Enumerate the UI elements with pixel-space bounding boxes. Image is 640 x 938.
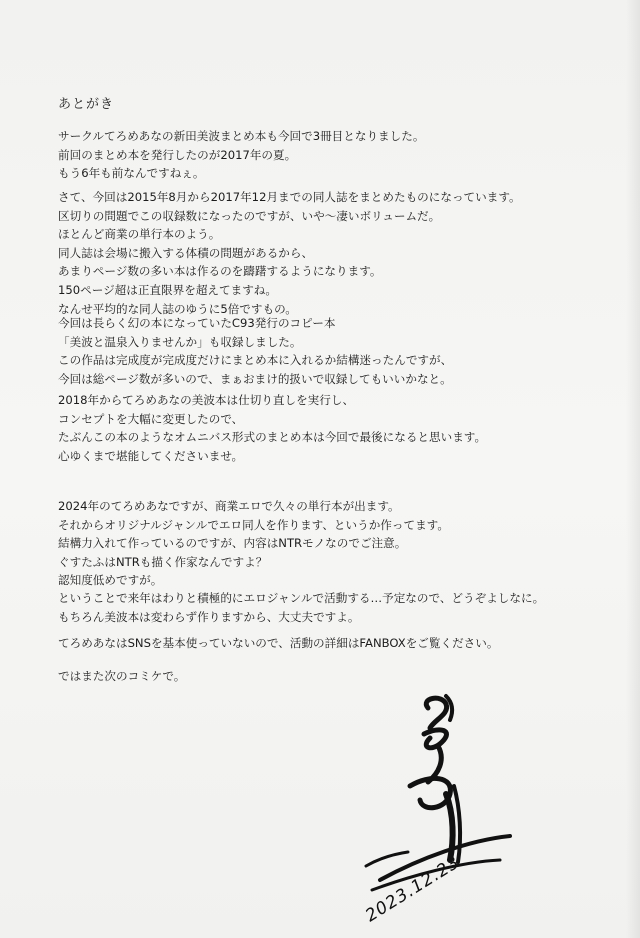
text-line: てろめあなはSNSを基本使っていないので、活動の詳細はFANBOXをご覧ください。 <box>58 636 499 650</box>
text-line: それからオリジナルジャンルでエロ同人を作ります、というか作ってます。 <box>58 517 449 532</box>
text-line: この作品は完成度が完成度だけにまとめ本に入れるか結構迷ったんですが、 <box>58 353 453 368</box>
paragraph-1 <box>58 127 618 183</box>
text-line: 2018年からてろめあなの美波本は仕切り直しを実行し、 <box>58 393 355 407</box>
afterword-heading: あとがき <box>58 97 115 112</box>
paragraph-4 <box>58 391 618 465</box>
text-line: 今回は長らく幻の本になっていたC93発行のコピー本 <box>58 316 336 330</box>
paragraph-8 <box>58 667 618 686</box>
signature-date: 2023.12.23 <box>362 852 464 927</box>
text-line: さて、今回は2015年8月から2017年12月までの同人誌をまとめたものになっています。 <box>58 190 521 204</box>
text-line: サークルてろめあなの新田美波まとめ本も今回で3冊目となりました。 <box>58 129 425 143</box>
handwritten-signature <box>350 690 520 930</box>
paragraph-6 <box>58 589 618 626</box>
text-line: もちろん美波本は変わらず作りますから、大丈夫ですよ。 <box>58 609 360 624</box>
text-line: 今回は総ページ数が多いので、まぁおまけ的扱いで収録してもいいかなと。 <box>58 371 452 386</box>
paragraph-2 <box>58 188 618 318</box>
text-line: 「美波と温泉入りませんか」も収録しました。 <box>58 334 302 349</box>
page-edge-shadow <box>626 0 640 938</box>
text-line: 同人誌は会場に搬入する体積の問題があるから、 <box>58 245 314 260</box>
text-line: ほとんど商業の単行本のよう。 <box>58 227 221 242</box>
text-line: なんせ平均的な同人誌のゆうに5倍ですもの。 <box>58 301 297 316</box>
text-line: たぶんこの本のようなオムニバス形式のまとめ本は今回で最後になると思います。 <box>58 430 487 445</box>
paragraph-7 <box>58 634 618 653</box>
text-line: コンセプトを大幅に変更したので、 <box>58 411 244 426</box>
text-line: 結構力入れて作っているのですが、内容はNTRモノなのでご注意。 <box>58 536 407 551</box>
text-line: 150ページ超は正直限界を超えてますね。 <box>58 282 277 297</box>
text-line: 前回のまとめ本を発行したのが2017年の夏。 <box>58 147 297 162</box>
text-line: ではまた次のコミケで。 <box>58 669 186 683</box>
text-line: ということで来年はわりと積極的にエロジャンルで活動する…予定なので、どうぞよしなに。 <box>58 591 545 605</box>
text-line: 認知度低めですが。 <box>58 573 163 588</box>
text-line: 区切りの問題でこの収録数になったのですが、いや〜凄いボリュームだ。 <box>58 208 441 223</box>
paragraph-5 <box>58 497 618 590</box>
text-line: もう6年も前なんですねぇ。 <box>58 166 205 181</box>
text-line: 2024年のてろめあなですが、商業エロで久々の単行本が出ます。 <box>58 499 400 513</box>
paragraph-3 <box>58 314 618 388</box>
text-line: あまりページ数の多い本は作るのを躊躇するようになります。 <box>58 264 382 279</box>
text-line: 心ゆくまで堪能してくださいませ。 <box>58 448 244 463</box>
text-line: ぐすたふはNTRも描く作家なんですよ？ <box>58 554 268 569</box>
